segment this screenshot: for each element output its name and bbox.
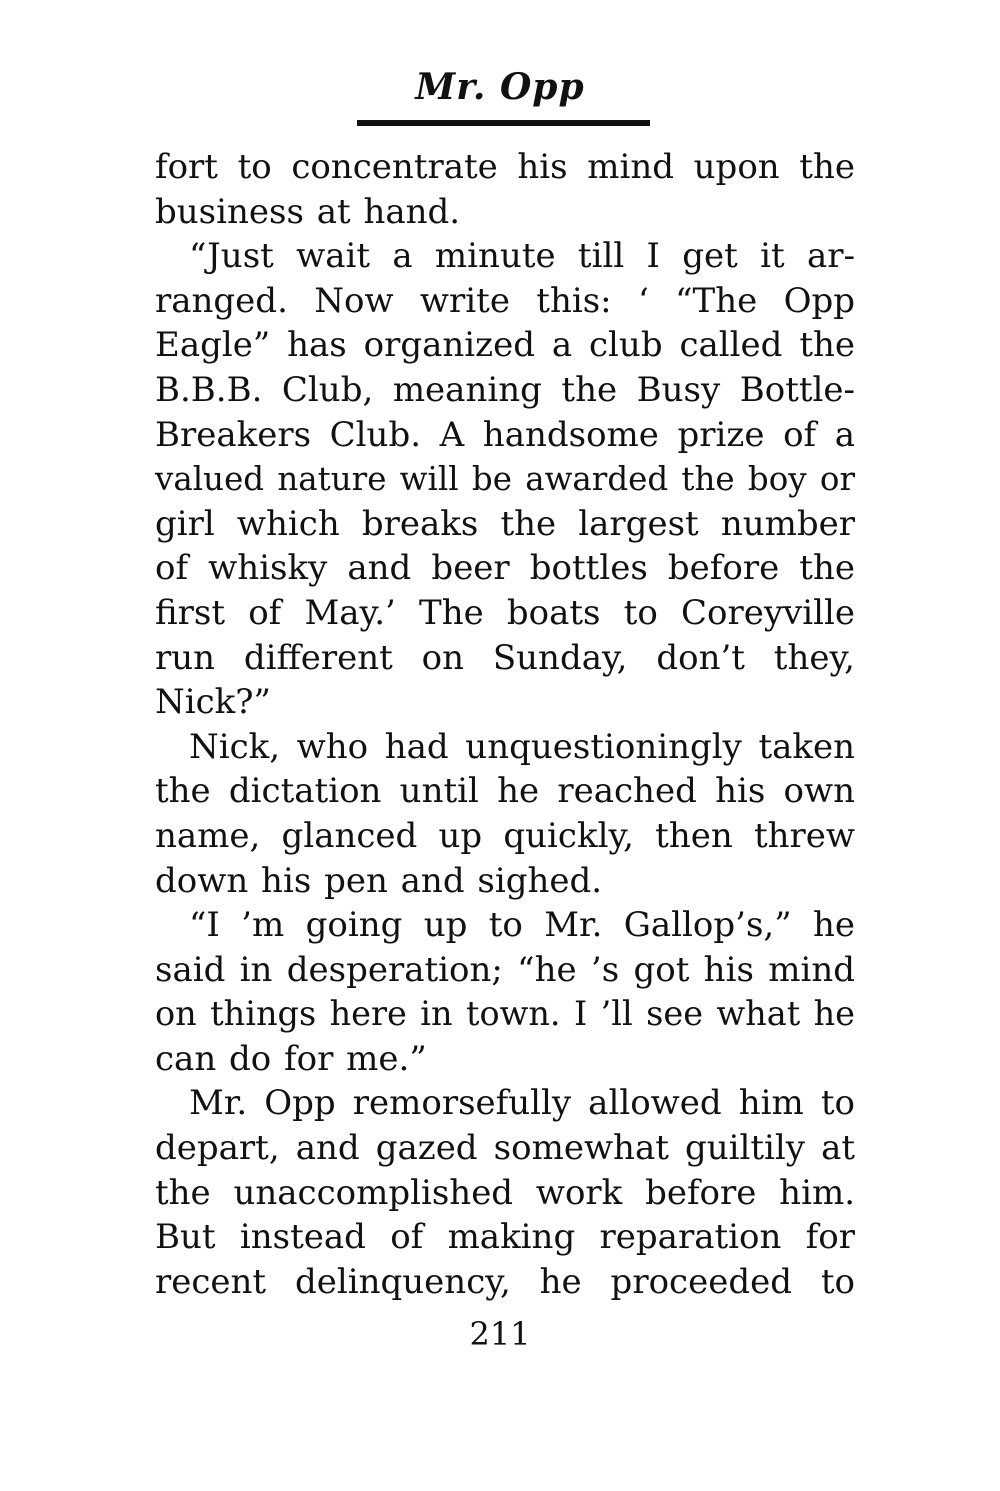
text-line: “I ’m going up to Mr. Gallop’s,” he [189,905,855,946]
text-line: Nick?” [155,682,271,723]
paragraph-2 [155,234,855,725]
running-head: Mr. Opp [415,66,585,108]
header-rule [357,120,650,126]
text-line: name, glanced up quickly, then threw [155,815,855,856]
paragraph-5 [155,1081,855,1304]
text-line: valued nature will be awarded the boy or [155,460,855,499]
text-line: can do for me.” [155,1038,427,1079]
paragraph-1 [155,145,855,234]
text-line: Breakers Club. A handsome prize of a [155,414,855,455]
paragraph-4 [155,903,855,1081]
text-line: the dictation until he reached his own [155,771,855,812]
text-line: Mr. Opp remorsefully allowed him to [189,1083,855,1124]
text-line: girl which breaks the largest number [155,503,855,544]
text-line: Eagle” has organized a club called the [155,325,855,366]
text-line: said in desperation; “he ’s got his mind [155,949,855,990]
text-line: on things here in town. I ’ll see what he [155,994,855,1034]
text-line: ranged. Now write this: ‘ “The Opp [155,280,855,321]
text-line: fort to concentrate his mind upon the [155,147,855,187]
text-line: recent delinquency, he proceeded to [155,1261,855,1302]
text-line: “Just wait a minute till I get it ar- [189,236,855,277]
text-line: first of May.’ The boats to Coreyville [155,592,855,633]
text-line: business at hand. [155,191,461,232]
text-line: down his pen and sighed. [155,860,603,901]
text-line: the unaccomplished work before him. [155,1172,855,1213]
text-line: But instead of making reparation for [155,1217,855,1258]
text-line: Nick, who had unquestioningly taken [189,726,855,767]
page-number: 211 [469,1315,531,1353]
paragraph-3 [155,725,855,903]
text-line: run different on Sunday, don’t they, [155,637,855,678]
text-line: depart, and gazed somewhat guiltily at [155,1128,855,1169]
text-line: of whisky and beer bottles before the [155,548,855,589]
body-text [155,145,855,1304]
text-line: B.B.B. Club, meaning the Busy Bottle- [155,369,855,410]
